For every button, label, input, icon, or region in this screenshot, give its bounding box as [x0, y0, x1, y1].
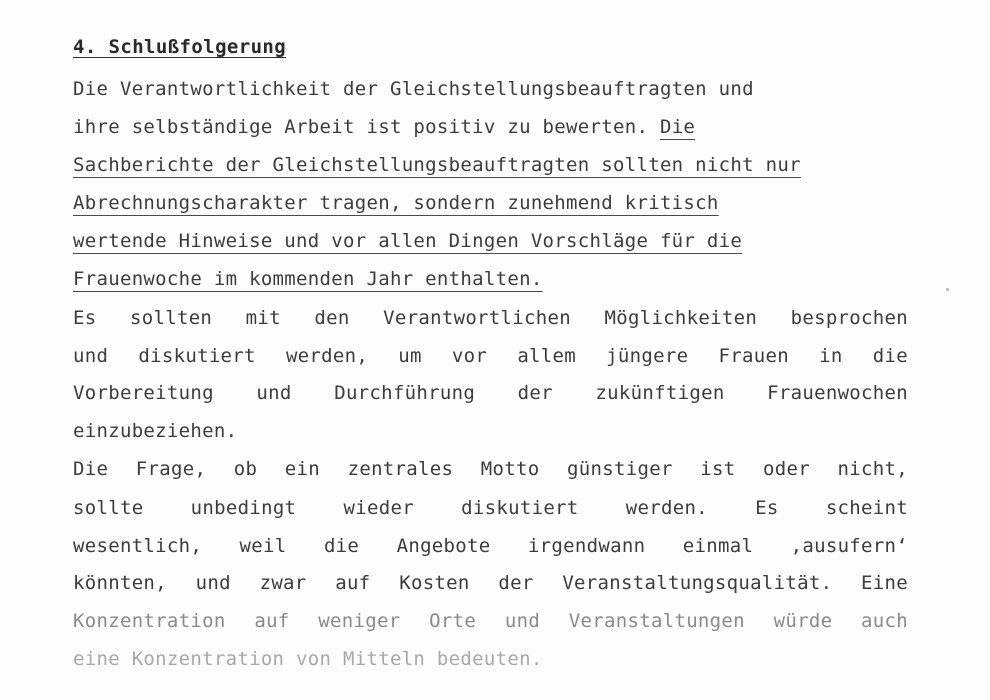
text-line-11: Die Frage, ob ein zentrales Motto günstiger ist oder nicht, [73, 458, 908, 480]
text-line-4 [73, 192, 719, 214]
scan-speck [946, 288, 949, 291]
text-line-10: einzubeziehen. [73, 420, 238, 442]
text-line-3 [73, 154, 801, 176]
text-line-14: könnten, und zwar auf Kosten der Veranstaltungsqualität. Eine [73, 572, 908, 594]
underlined-text: Sachberichte der Gleichstellungsbeauftragten sollten nicht nur [73, 154, 801, 176]
text-line-7: Es sollten mit den Verantwortlichen Möglichkeiten besprochen [73, 307, 908, 329]
underlined-text: Die [659, 116, 696, 138]
text-line-6 [73, 268, 543, 290]
text-line-8: und diskutiert werden, um vor allem jüngere Frauen in die [73, 345, 908, 367]
text-line-1 [73, 78, 754, 100]
underlined-text: Frauenwoche im kommenden Jahr enthalten. [73, 268, 543, 290]
text-line-5 [73, 230, 742, 252]
text-line-16: eine Konzentration von Mitteln bedeuten. [73, 648, 543, 670]
text-line-9: Vorbereitung und Durchführung der zukünftigen Frauenwochen [73, 382, 908, 404]
underlined-text: Abrechnungscharakter tragen, sondern zunehmend kritisch [73, 192, 719, 214]
underlined-text: wertende Hinweise und vor allen Dingen Vorschläge für die [73, 230, 743, 252]
line-text: Die Verantwortlichkeit der Gleichstellungsbeauftragten und [73, 78, 754, 100]
line-text: ihre selbständige Arbeit ist positiv zu bewerten. [73, 116, 660, 138]
text-line-15: Konzentration auf weniger Orte und Veranstaltungen würde auch [73, 610, 908, 632]
text-line-13: wesentlich, weil die Angebote irgendwann einmal ‚ausufern‘ [73, 535, 908, 557]
text-line-2 [73, 116, 695, 138]
section-heading: 4. Schlußfolgerung [73, 36, 287, 58]
text-line-12: sollte unbedingt wieder diskutiert werden. Es scheint [73, 497, 908, 519]
